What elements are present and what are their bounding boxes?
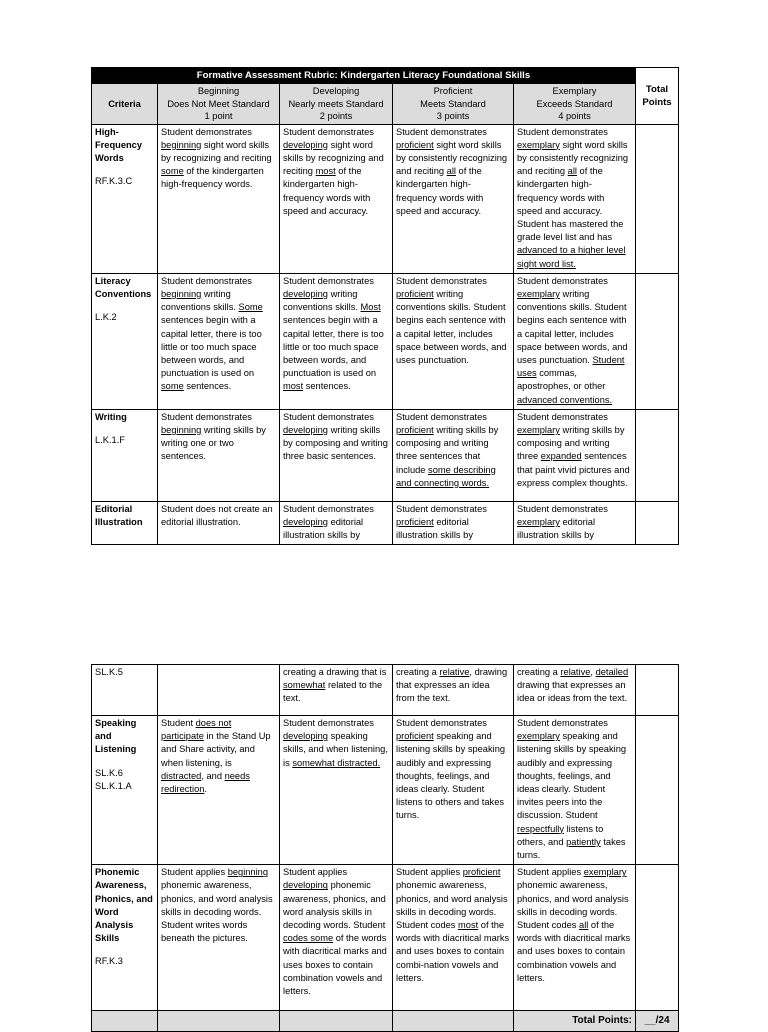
rubric-table-page-2 [91,664,679,1032]
cell-developing: Student demonstrates developing speaking skills, and when listening, is somewhat distracted. [280,716,393,865]
emphasis-text: developing [283,731,328,742]
cell-proficient: Student applies proficient phonemic awareness, phonics, and word analysis skills in decoding words. Student codes most of the words with diacritical marks and uses boxes to contain combi-nation vowels and letters. [393,865,514,1011]
total-points-value: __/24 [636,1011,679,1032]
cell-proficient: Student demonstrates proficient sight word skills by consistently recognizing and reciting all of the kindergarten high-frequency words with speed and accuracy. [393,124,514,273]
emphasis-text: advanced to a higher level sight word list. [517,245,626,269]
cell-exemplary: Student demonstrates exemplary writing conventions skills. Student begins each sentence with a capital letter, includes space between words, and uses punctuation. Student uses commas, apostrophes, or other advanced conventions. [514,273,636,409]
emphasis-text: proficient [462,867,501,878]
emphasis-text: exemplary [517,424,560,435]
criterion-cell [92,501,158,545]
cell-exemplary: Student applies exemplary phonemic awareness, phonics, and word analysis skills in decoding words. Student codes all of the words with diacritical marks and uses boxes to contain combination vowels and letters. [514,865,636,1011]
cell-beginning: Student demonstrates beginning writing skills by writing one or two sentences. [158,409,280,501]
level-name: Exemplary [552,86,597,96]
emphasis-text: exemplary [517,139,560,150]
cell-proficient: Student demonstrates proficient speaking and listening skills by speaking audibly and expressing thoughts, feelings, and ideas clearly. Student listens to others and takes turns. [393,716,514,865]
cell-exemplary: Student demonstrates exemplary editorial illustration skills by [514,501,636,545]
criterion-name: Writing [95,411,127,422]
emphasis-text: some describing and connecting words. [396,464,496,488]
emphasis-text: proficient [396,139,434,150]
emphasis-text: developing [283,880,328,891]
row-high-frequency-words [92,124,679,273]
emphasis-text: exemplary [517,516,560,527]
criterion-standard: L.K.1.F [95,434,125,445]
level-desc: Does Not Meet Standard [167,98,270,109]
criterion-cell [92,716,158,865]
emphasis-text: Student uses [517,354,625,379]
cell-beginning [158,665,280,716]
emphasis-text: all [579,920,589,931]
emphasis-text: beginning [161,424,202,435]
emphasis-text: developing [283,516,328,527]
criterion-cell [92,124,158,273]
filler-cell [158,1011,280,1032]
emphasis-text: relative [560,667,591,677]
cell-proficient: Student demonstrates proficient editorial illustration skills by [393,501,514,545]
cell-total [636,409,679,501]
level-desc: Exceeds Standard [536,98,613,109]
level-header-exemplary [514,84,636,125]
emphasis-text: most [458,920,479,931]
criterion-standard: RF.K.3 [95,956,123,967]
level-name: Proficient [433,86,473,96]
cell-exemplary: Student demonstrates exemplary sight word skills by consistently recognizing and reciting all of the kindergarten high-frequency words with speed and accuracy. Student has mastered the grade level list and has advanced to a higher level sight word list. [514,124,636,273]
level-points: 1 point [204,111,233,121]
cell-developing: Student applies developing phonemic awareness, phonics, and word analysis skills in decoding words. Student codes some of the words with diacritical marks and uses boxes to contain combination vowels and letters. [280,865,393,1011]
criterion-cell [92,865,158,1011]
criterion-name: Literacy Conventions [95,275,152,299]
emphasis-text: proficient [396,516,434,527]
emphasis-text: detailed [595,667,629,677]
emphasis-text: beginning [161,139,202,150]
emphasis-text: all [446,166,456,177]
emphasis-text: all [567,166,577,177]
emphasis-text: beginning [227,867,269,878]
criterion-cell [92,665,158,716]
cell-beginning: Student does not create an editorial illustration. [158,501,280,545]
criteria-header: Criteria [92,84,158,125]
level-name: Developing [312,86,360,96]
level-header-proficient [393,84,514,125]
row-writing [92,409,679,501]
emphasis-text: exemplary [583,867,627,878]
criterion-standard: SL.K.1.A [95,780,132,791]
emphasis-text: some [161,381,184,392]
filler-cell [92,1011,158,1032]
emphasis-text: needs redirection [161,770,250,795]
emphasis-text: developing [283,288,328,299]
row-literacy-conventions [92,273,679,409]
criterion-name: High-Frequency Words [95,126,143,163]
level-points: 2 points [319,111,353,121]
emphasis-text: respectfully [517,823,565,834]
level-desc: Nearly meets Standard [288,98,384,109]
emphasis-text: beginning [161,288,202,299]
cell-total [636,273,679,409]
criterion-standard: SL.K.5 [95,667,123,677]
emphasis-text: codes some [283,933,334,944]
rubric-table-page-1 [91,67,679,545]
emphasis-text: distracted [161,770,202,781]
emphasis-text: exemplary [517,288,560,299]
level-desc: Meets Standard [420,98,486,109]
emphasis-text: proficient [396,731,434,742]
criterion-name: Phonemic Awareness, Phonics, and Word Analysis Skills [95,867,153,944]
emphasis-text: relative [439,667,470,677]
emphasis-text: some [161,166,184,177]
level-header-beginning [158,84,280,125]
criterion-standard: L.K.2 [95,312,117,323]
level-name: Beginning [197,86,240,96]
cell-exemplary: creating a relative, detailed drawing that expresses an idea or ideas from the text. [514,665,636,716]
cell-total [636,865,679,1011]
cell-developing: Student demonstrates developing editorial illustration skills by [280,501,393,545]
cell-total [636,665,679,716]
cell-proficient: creating a relative, drawing that expresses an idea from the text. [393,665,514,716]
total-points-label: Total Points: [514,1011,636,1032]
emphasis-text: somewhat distracted. [292,757,381,768]
cell-beginning: Student demonstrates beginning writing conventions skills. Some sentences begin with a capital letter, there is too little or too much space between words, and punctuation is used on some sentences. [158,273,280,409]
emphasis-text: somewhat [283,680,326,691]
total-points-header: Total Points [636,68,679,125]
emphasis-text: patiently [566,836,601,847]
row-total-points [92,1011,679,1032]
criterion-name: Speaking and Listening [95,718,137,755]
cell-developing: creating a drawing that is somewhat related to the text. [280,665,393,716]
emphasis-text: advanced conventions. [517,394,613,405]
emphasis-text: developing [283,424,328,435]
cell-total [636,501,679,545]
cell-exemplary: Student demonstrates exemplary writing skills by composing and writing three expanded sentences that paint vivid pictures and express complex thoughts. [514,409,636,501]
row-editorial-illustration-continued [92,665,679,716]
criterion-standard: RF.K.3.C [95,176,133,187]
cell-beginning: Student does not participate in the Stand Up and Share activity, and when listening, is distracted, and needs redirection. [158,716,280,865]
emphasis-text: proficient [396,424,434,435]
level-points: 4 points [558,111,591,121]
cell-beginning: Student demonstrates beginning sight word skills by recognizing and reciting some of the kindergarten high-frequency words. [158,124,280,273]
cell-developing: Student demonstrates developing sight word skills by recognizing and reciting most of the kindergarten high-frequency words with speed and accuracy. [280,124,393,273]
filler-cell [393,1011,514,1032]
cell-total [636,124,679,273]
row-speaking-listening [92,716,679,865]
criterion-cell [92,273,158,409]
cell-beginning: Student applies beginning phonemic awareness, phonics, and word analysis skills in decoding words. Student writes words beneath the pictures. [158,865,280,1011]
criterion-cell [92,409,158,501]
cell-exemplary: Student demonstrates exemplary speaking and listening skills by speaking audibly and expressing thoughts, feelings, and ideas clearly. Student invites peers into the discussion. Student respectfully listens to others, and patiently takes turns. [514,716,636,865]
cell-proficient: Student demonstrates proficient writing skills by composing and writing three sentences that include some describing and connecting words. [393,409,514,501]
cell-developing: Student demonstrates developing writing skills by composing and writing three basic sentences. [280,409,393,501]
row-editorial-illustration [92,501,679,545]
criterion-name: Editorial Illustration [95,503,143,527]
emphasis-text: developing [283,139,328,150]
emphasis-text: Some [238,302,263,313]
filler-cell [280,1011,393,1032]
cell-proficient: Student demonstrates proficient writing conventions skills. Student begins each sentence with a capital letter, includes space between words, and uses punctuation. [393,273,514,409]
emphasis-text: most [315,166,336,177]
level-points: 3 points [436,111,470,121]
emphasis-text: Most [360,302,381,313]
emphasis-text: proficient [396,288,434,299]
row-phonemic-awareness [92,865,679,1011]
rubric-title: Formative Assessment Rubric: Kindergarten Literacy Foundational Skills [92,68,636,84]
emphasis-text: expanded [540,451,582,462]
level-header-developing [280,84,393,125]
emphasis-text: most [283,381,304,392]
cell-total [636,716,679,865]
criterion-standard: SL.K.6 [95,767,123,778]
cell-developing: Student demonstrates developing writing conventions skills. Most sentences begin with a capital letter, there is too little or too much space between words, and punctuation is used on most sentences. [280,273,393,409]
emphasis-text: does not participate [161,718,232,742]
emphasis-text: exemplary [517,731,560,742]
